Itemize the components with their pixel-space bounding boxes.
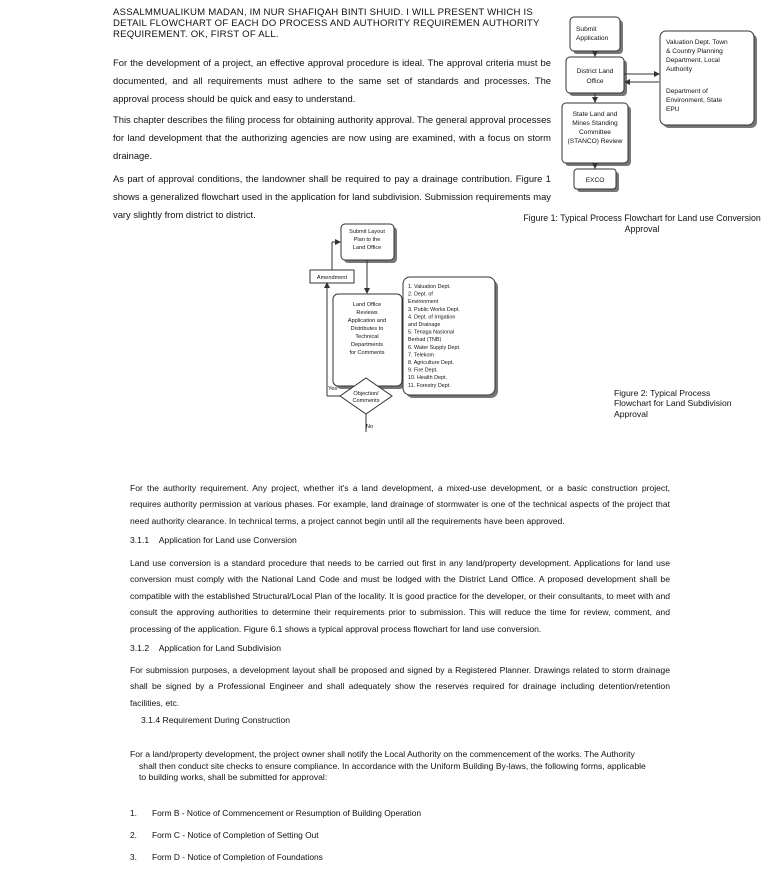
fig2-review-line2: Reviews [356,310,378,316]
fig2-department-line: 4. Dept. of Irrigation [408,314,456,321]
section-3-1-2-number: 3.1.2 [130,643,150,653]
fig1-district-box [566,57,624,93]
fig2-department-line: 2. Dept. of [408,291,433,298]
fig2-no-label: No [366,424,374,430]
fig2-department-line: 3. Public Works Dept. [408,306,460,313]
fig2-submit-line3: Land Office [352,245,382,251]
construction-line-3: to building works, shall be submitted for approval: [139,772,328,782]
fig1-agencies-line7: Environment, State [666,97,723,104]
fig1-agencies-line1: Valuation Dept. Town [666,39,728,46]
fig2-department-line: Berhad (TNB) [408,337,442,344]
fig1-district-line2: Office [586,78,604,85]
construction-line-1: For a land/property development, the project owner shall notify the Local Authority on the commencement of the works. The Authority [130,749,635,759]
fig1-stanco-line1: State Land and [572,111,618,118]
fig2-decision-line1: Objection/ [353,391,379,397]
fig2-review-line7: for Comments [349,350,385,356]
paragraph-drainage-contribution: As part of approval conditions, the landowner shall be required to pay a drainage contribution. Figure 1 shows a generalized flowchart used in the application for land subdivision. Submission requirements may vary slightly from district to district. [113,173,551,220]
section-3-1-2-heading [130,643,281,653]
fig2-department-line: 10. Health Dept. [408,375,447,382]
paragraph-land-use-conversion: Land use conversion is a standard procedure that needs to be carried out first in any land/property development. Applications for land use conversion must comply with the National Land Code and must be lodged with the District Land Office. A proposed development shall be compatible with the established Structural/Local Plan of the locality. It is good practice for the developer, or their consultants, to meet with and consult the approving authorities to determine their requirements prior to submission. This will reduce the time for review, comment, and processing of the application. Figure 6.1 shows a typical approval process flowchart for land use conversion. [130,558,670,634]
fig1-submit-line1: Submit [576,26,597,33]
fig1-exco-label: EXCO [585,177,605,184]
fig2-department-line: Environment [408,299,439,306]
forms-list [130,808,421,874]
fig2-submit-line2: Plan to the [353,237,381,243]
fig2-department-line: 1. Valuation Dept. [408,284,451,290]
fig2-department-line: 6. Water Supply Dept. [408,344,461,351]
fig2-submit-line1: Submit Layout [349,229,385,235]
paragraph-land-subdivision: For submission purposes, a development layout shall be proposed and signed by a Registered Planner. Drawings related to storm drainage shall be signed by a Professional Engineer and shall adequately show the reserves required for drainage including detention/retention facilities, etc. [130,665,670,708]
fig1-district-line1: District Land [576,68,614,75]
paragraph-construction [130,749,670,784]
fig1-submit-line2: Application [576,35,609,42]
fig1-agencies-line4: Authority [666,66,693,73]
paragraph-authority-requirement: For the authority requirement. Any project, whether it's a land development, a mixed-use development, or a basic construction project, requires authority permission at various phases. For example, land drainage of stormwater is one of the technical aspects of the project that need authority clearance. In technical terms, a project cannot begin until all the requirements have been approved. [130,483,670,526]
fig1-stanco-line4: (STANCO) Review [567,138,623,145]
fig2-department-line: 8. Agriculture Dept. [408,360,454,366]
fig2-department-line: 5. Tenaga Nasional [408,329,455,336]
section-3-1-4-heading: 3.1.4 Requirement During Construction [141,715,291,725]
fig1-agencies-line6: Department of [666,88,708,95]
fig2-amendment-label: Amendment [316,275,348,281]
list-item-text: Form D - Notice of Completion of Foundations [152,852,323,862]
figure2-flowchart [300,220,500,432]
list-item-number: 3. [130,852,137,862]
paragraph-chapter-description: This chapter describes the filing process for obtaining authority approval. The general approval processes for land development that the authorizing agencies are now using are examined, with a focus on storm drainage. [113,114,551,161]
fig1-agencies-line2: & Country Planning [666,48,723,55]
fig2-department-line: and Drainage [408,322,441,328]
fig1-agencies-line3: Department, Local [666,57,720,64]
figure1-flowchart [560,12,760,194]
presenter-heading: ASSALMMUALIKUM MADAN, IM NUR SHAFIQAH BINTI SHUID. I WILL PRESENT WHICH IS DETAIL FLOWCHART OF EACH DO PROCESS AND AUTHORITY REQUIREMEN AUTHORITY REQUIREMENT. OK, FIRST OF ALL. [113,7,540,41]
fig1-submit-box [570,17,620,51]
fig2-review-line6: Departments [350,342,384,348]
paragraph-approval-intro: For the development of a project, an effective approval procedure is ideal. The approval criteria must be documented, and all requirements must adhere to the same set of standards and processes. The approval process should be quick and easy to understand. [113,57,551,104]
fig1-stanco-line2: Mines Standing [572,120,618,127]
list-item-number: 2. [130,830,137,840]
list-item [130,830,421,852]
section-3-1-1-heading [130,535,297,545]
fig2-yes-label: Yes [328,386,338,392]
fig1-stanco-line3: Committee [579,129,611,136]
construction-line-2: shall then conduct site checks to ensure compliance. In accordance with the Uniform Building By-laws, the following forms, applicable [139,760,646,771]
figure1-caption: Figure 1: Typical Process Flowchart for Land use Conversion Approval [523,213,761,234]
fig2-review-line1: Land Office [352,302,382,308]
fig2-department-line: 7. Telekom [408,352,434,359]
section-3-1-1-number: 3.1.1 [130,535,150,545]
list-item-text: Form C - Notice of Completion of Setting Out [152,830,319,840]
figure2-caption: Figure 2: Typical Process Flowchart for Land Subdivision Approval [614,388,732,419]
list-item-number: 1. [130,808,137,818]
list-item [130,852,421,874]
fig1-agencies-line8: EPU [666,106,680,113]
list-item [130,808,421,830]
fig2-review-line5: Technical [355,334,379,340]
list-item-text: Form B - Notice of Commencement or Resumption of Building Operation [152,808,422,818]
fig2-review-line3: Application and [347,318,387,324]
fig2-decision-line2: Comments [352,398,380,404]
section-3-1-1-title: Application for Land use Conversion [158,535,297,545]
fig2-department-line: 9. Fire Dept. [408,367,438,374]
section-3-1-2-title: Application for Land Subdivision [158,643,281,653]
fig2-department-line: 11. Forestry Dept. [408,382,451,389]
fig2-review-line4: Distributes to [350,326,384,332]
